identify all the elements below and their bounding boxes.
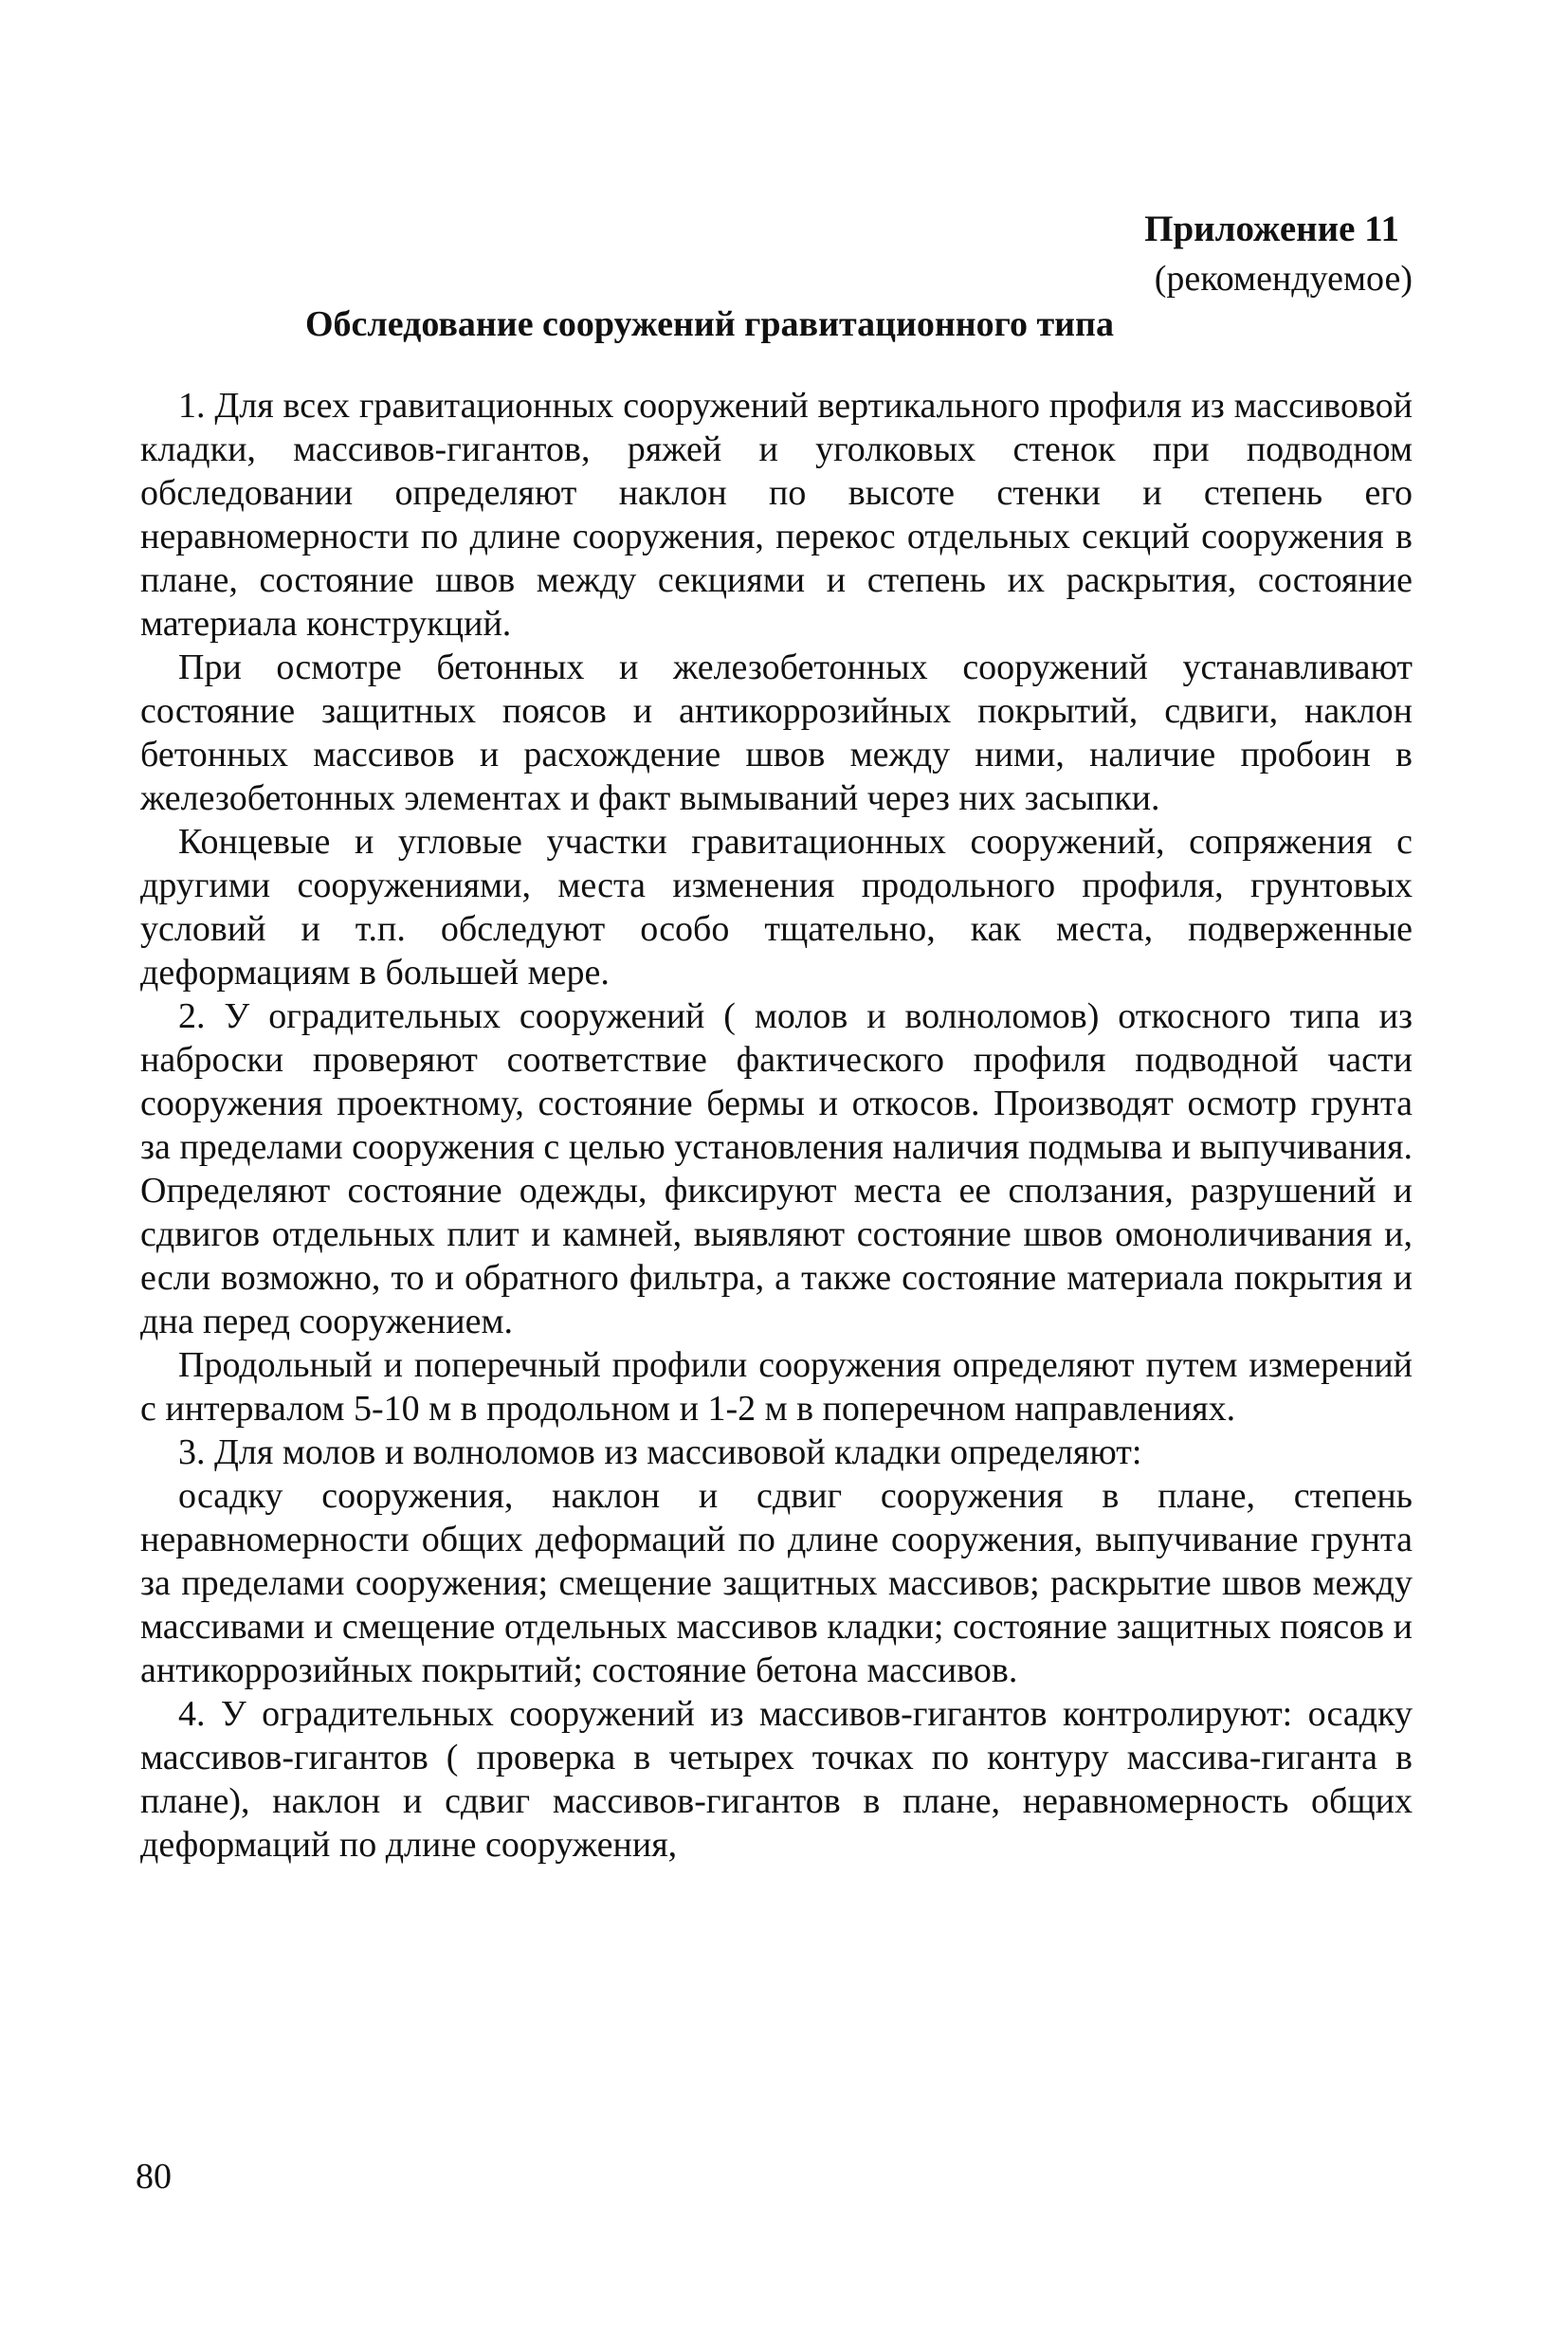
paragraph-2: При осмотре бетонных и железобетонных сооружений устанавливают состояние защитных поясов и антикоррозийных покрытий, сдвиги, наклон бетонных массивов и расхождение швов между ними, наличие пробоин в железобетонных элементах и факт вымываний через них засыпки.: [140, 647, 1413, 818]
paragraph-3: Концевые и угловые участки гравитационных сооружений, сопряжения с другими сооружениями, места изменения продольного профиля, грунтовых условий и т.п. обследуют особо тщательно, как места, подверженные деформациям в большей мере.: [140, 822, 1413, 993]
paragraph-5: Продольный и поперечный профили сооружения определяют путем измерений с интервалом 5-10 м в продольном и 1-2 м в поперечном направлениях.: [140, 1345, 1413, 1429]
appendix-number: Приложение 11: [1144, 209, 1399, 249]
paragraph-4: 2. У оградительных сооружений ( молов и волноломов) откосного типа из наброски проверяют соответствие фактического профиля подводной части сооружения проектному, состояние бермы и откосов. Производят осмотр грунта за пределами сооружения с целью установления наличия подмыва и выпучивания. Определяют состояние одежды, фиксируют места ее сползания, разрушений и сдвигов отдельных плит и камней, выявляют состояние швов омоноличивания и, если возможно, то и обратного фильтра, а также состояние материала покрытия и дна перед сооружением.: [140, 996, 1413, 1341]
paragraph-7: осадку сооружения, наклон и сдвиг сооружения в плане, степень неравномерности общих деформаций по длине сооружения, выпучивание грунта за пределами сооружения; смещение защитных массивов; раскрытие швов между массивами и смещение отдельных массивов кладки; состояние защитных поясов и антикоррозийных покрытий; состояние бетона массивов.: [140, 1476, 1413, 1690]
section-title: Обследование сооружений гравитационного типа: [305, 304, 1114, 344]
body-text: [140, 384, 1413, 1867]
paragraph-6: 3. Для молов и волноломов из массивовой кладки определяют:: [178, 1432, 1142, 1472]
paragraph-8: 4. У оградительных сооружений из массивов-гигантов контролируют: осадку массивов-гигантов ( проверка в четырех точках по контуру массива-гиганта в плане), наклон и сдвиг массивов-гигантов в плане, неравномерность общих деформаций по длине сооружения,: [140, 1694, 1413, 1865]
appendix-note: (рекомендуемое): [1154, 259, 1413, 299]
page-number: 80: [136, 2157, 172, 2196]
paragraph-1: 1. Для всех гравитационных сооружений вертикального профиля из массивовой кладки, массивов-гигантов, ряжей и уголковых стенок при подводном обследовании определяют наклон по высоте стенки и степень его неравномерности по длине сооружения, перекос отдельных секций сооружения в плане, состояние швов между секциями и степень их раскрытия, состояние материала конструкций.: [140, 386, 1413, 644]
